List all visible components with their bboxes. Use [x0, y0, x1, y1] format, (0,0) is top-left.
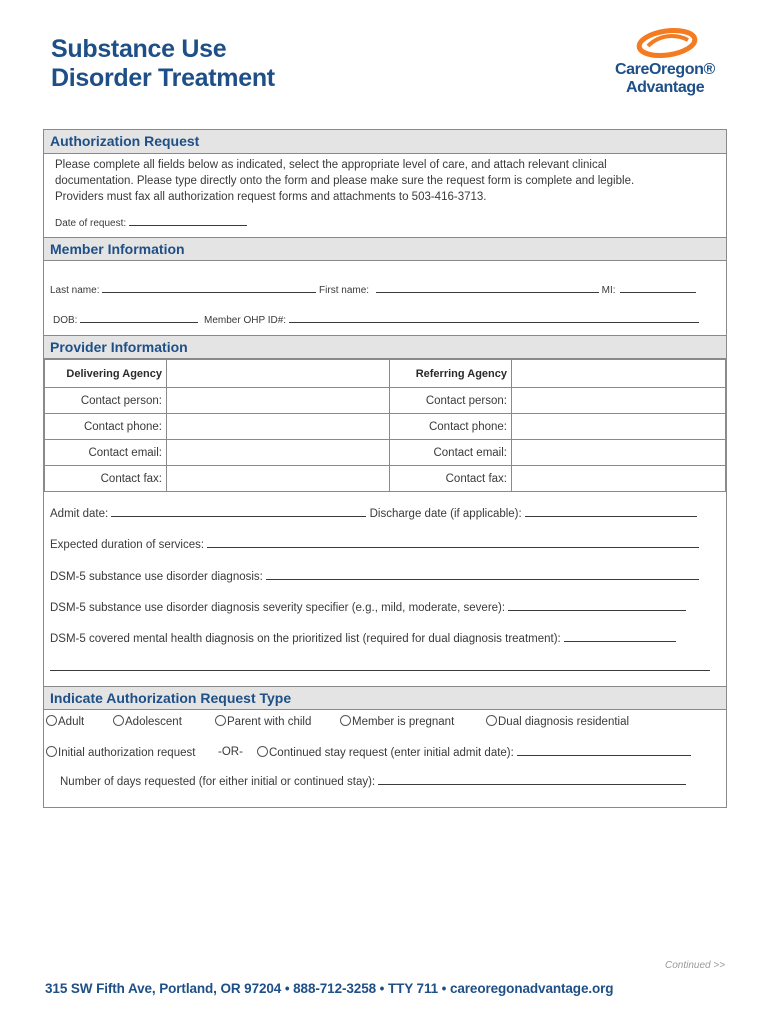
table-row — [45, 466, 726, 492]
days-requested-row — [60, 775, 686, 788]
initial-authorization-row[interactable] — [46, 746, 195, 759]
severity-field[interactable] — [508, 601, 686, 611]
delivering-contact-person-field[interactable] — [167, 388, 390, 414]
continued-stay-row[interactable] — [257, 746, 691, 759]
instructions-line-2: documentation. Please type directly onto the form and please make sure the request form is complete and legible. — [55, 175, 635, 187]
delivering-contact-phone-label: Contact phone: — [45, 414, 167, 440]
provider-table — [44, 359, 726, 492]
title-line-1: Substance Use — [51, 35, 227, 63]
logo-text-advantage: Advantage — [626, 79, 705, 96]
delivering-contact-phone-field[interactable] — [167, 414, 390, 440]
diagnosis-field[interactable] — [266, 570, 699, 580]
table-row — [45, 414, 726, 440]
footer-contact: 315 SW Fifth Ave, Portland, OR 97204 • 888-712-3258 • TTY 711 • careoregonadvantage.org — [45, 981, 614, 996]
diagnosis-row — [50, 570, 699, 583]
dual-diagnosis-radio[interactable] — [486, 715, 497, 726]
dob-row — [53, 313, 699, 326]
mental-health-label: DSM-5 covered mental health diagnosis on the prioritized list (required for dual diagnosis treatment): — [50, 633, 561, 645]
delivering-contact-fax-label: Contact fax: — [45, 466, 167, 492]
option-adolescent[interactable] — [113, 715, 182, 728]
table-row — [45, 388, 726, 414]
logo-text-careoregon: CareOregon® — [615, 61, 715, 78]
duration-field[interactable] — [207, 538, 699, 548]
member-pregnant-radio[interactable] — [340, 715, 351, 726]
duration-label: Expected duration of services: — [50, 539, 205, 551]
severity-label: DSM-5 substance use disorder diagnosis severity specifier (e.g., mild, moderate, severe): — [50, 602, 506, 614]
date-of-request-field[interactable] — [129, 216, 247, 226]
admit-discharge-row — [50, 507, 697, 520]
table-row — [45, 360, 726, 388]
date-of-request-label: Date of request: — [55, 218, 127, 229]
or-label: -OR- — [218, 746, 243, 758]
authorization-request-heading: Authorization Request — [44, 130, 726, 154]
title-line-2: Disorder Treatment — [51, 64, 275, 92]
adult-label: Adult — [58, 716, 85, 728]
mental-health-field-line-2[interactable] — [50, 670, 710, 671]
last-name-label: Last name: — [50, 285, 100, 296]
days-requested-label: Number of days requested (for either initial or continued stay): — [60, 776, 376, 788]
discharge-date-label: Discharge date (if applicable): — [369, 508, 522, 520]
careoregon-logo — [612, 26, 722, 102]
referring-contact-email-label: Contact email: — [390, 440, 512, 466]
provider-information-heading: Provider Information — [44, 335, 726, 359]
referring-agency-field[interactable] — [512, 360, 726, 388]
option-member-pregnant[interactable] — [340, 715, 454, 728]
parent-with-child-radio[interactable] — [215, 715, 226, 726]
referring-contact-fax-label: Contact fax: — [390, 466, 512, 492]
option-adult[interactable] — [46, 715, 84, 728]
delivering-contact-email-field[interactable] — [167, 440, 390, 466]
delivering-contact-person-label: Contact person: — [45, 388, 167, 414]
admit-date-field[interactable] — [111, 507, 366, 517]
parent-with-child-label: Parent with child — [227, 716, 312, 728]
dob-field[interactable] — [80, 313, 198, 323]
duration-row — [50, 538, 699, 551]
member-information-heading: Member Information — [44, 237, 726, 261]
continued-stay-date-field[interactable] — [517, 746, 691, 756]
instructions-line-3: Providers must fax all authorization request forms and attachments to 503-416-3713. — [55, 191, 487, 203]
admit-date-label: Admit date: — [50, 508, 109, 520]
discharge-date-field[interactable] — [525, 507, 697, 517]
mental-health-field[interactable] — [564, 632, 676, 642]
ohp-id-label: Member OHP ID#: — [204, 315, 287, 326]
adult-radio[interactable] — [46, 715, 57, 726]
first-name-field[interactable] — [376, 283, 599, 293]
last-name-field[interactable] — [102, 283, 316, 293]
diagnosis-label: DSM-5 substance use disorder diagnosis: — [50, 571, 263, 583]
date-of-request-row — [55, 216, 247, 229]
referring-contact-person-field[interactable] — [512, 388, 726, 414]
referring-contact-person-label: Contact person: — [390, 388, 512, 414]
days-requested-field[interactable] — [378, 775, 686, 785]
ohp-id-field[interactable] — [289, 313, 699, 323]
dual-diagnosis-label: Dual diagnosis residential — [498, 716, 630, 728]
delivering-contact-fax-field[interactable] — [167, 466, 390, 492]
referring-contact-phone-field[interactable] — [512, 414, 726, 440]
page-title — [51, 35, 275, 93]
continued-note: Continued >> — [665, 960, 726, 971]
referring-contact-email-field[interactable] — [512, 440, 726, 466]
delivering-contact-email-label: Contact email: — [45, 440, 167, 466]
request-type-heading: Indicate Authorization Request Type — [44, 686, 726, 710]
member-pregnant-label: Member is pregnant — [352, 716, 455, 728]
adolescent-label: Adolescent — [125, 716, 182, 728]
continued-stay-radio[interactable] — [257, 746, 268, 757]
severity-row — [50, 601, 686, 614]
initial-authorization-label: Initial authorization request — [58, 747, 196, 759]
mental-health-row — [50, 632, 676, 645]
dob-label: DOB: — [53, 315, 78, 326]
adolescent-radio[interactable] — [113, 715, 124, 726]
name-row — [50, 283, 696, 296]
initial-authorization-radio[interactable] — [46, 746, 57, 757]
mi-label: MI: — [601, 285, 616, 296]
logo-swoosh-icon — [636, 26, 698, 60]
continued-stay-label: Continued stay request (enter initial admit date): — [269, 747, 514, 759]
mi-field[interactable] — [620, 283, 696, 293]
authorization-form — [43, 129, 727, 808]
referring-agency-label: Referring Agency — [390, 360, 512, 388]
delivering-agency-label: Delivering Agency — [45, 360, 167, 388]
option-dual-diagnosis[interactable] — [486, 715, 629, 728]
option-parent-with-child[interactable] — [215, 715, 311, 728]
first-name-label: First name: — [319, 285, 370, 296]
delivering-agency-field[interactable] — [167, 360, 390, 388]
referring-contact-phone-label: Contact phone: — [390, 414, 512, 440]
table-row — [45, 440, 726, 466]
instructions-line-1: Please complete all fields below as indicated, select the appropriate level of care, and attach relevant clinical — [55, 159, 607, 171]
referring-contact-fax-field[interactable] — [512, 466, 726, 492]
